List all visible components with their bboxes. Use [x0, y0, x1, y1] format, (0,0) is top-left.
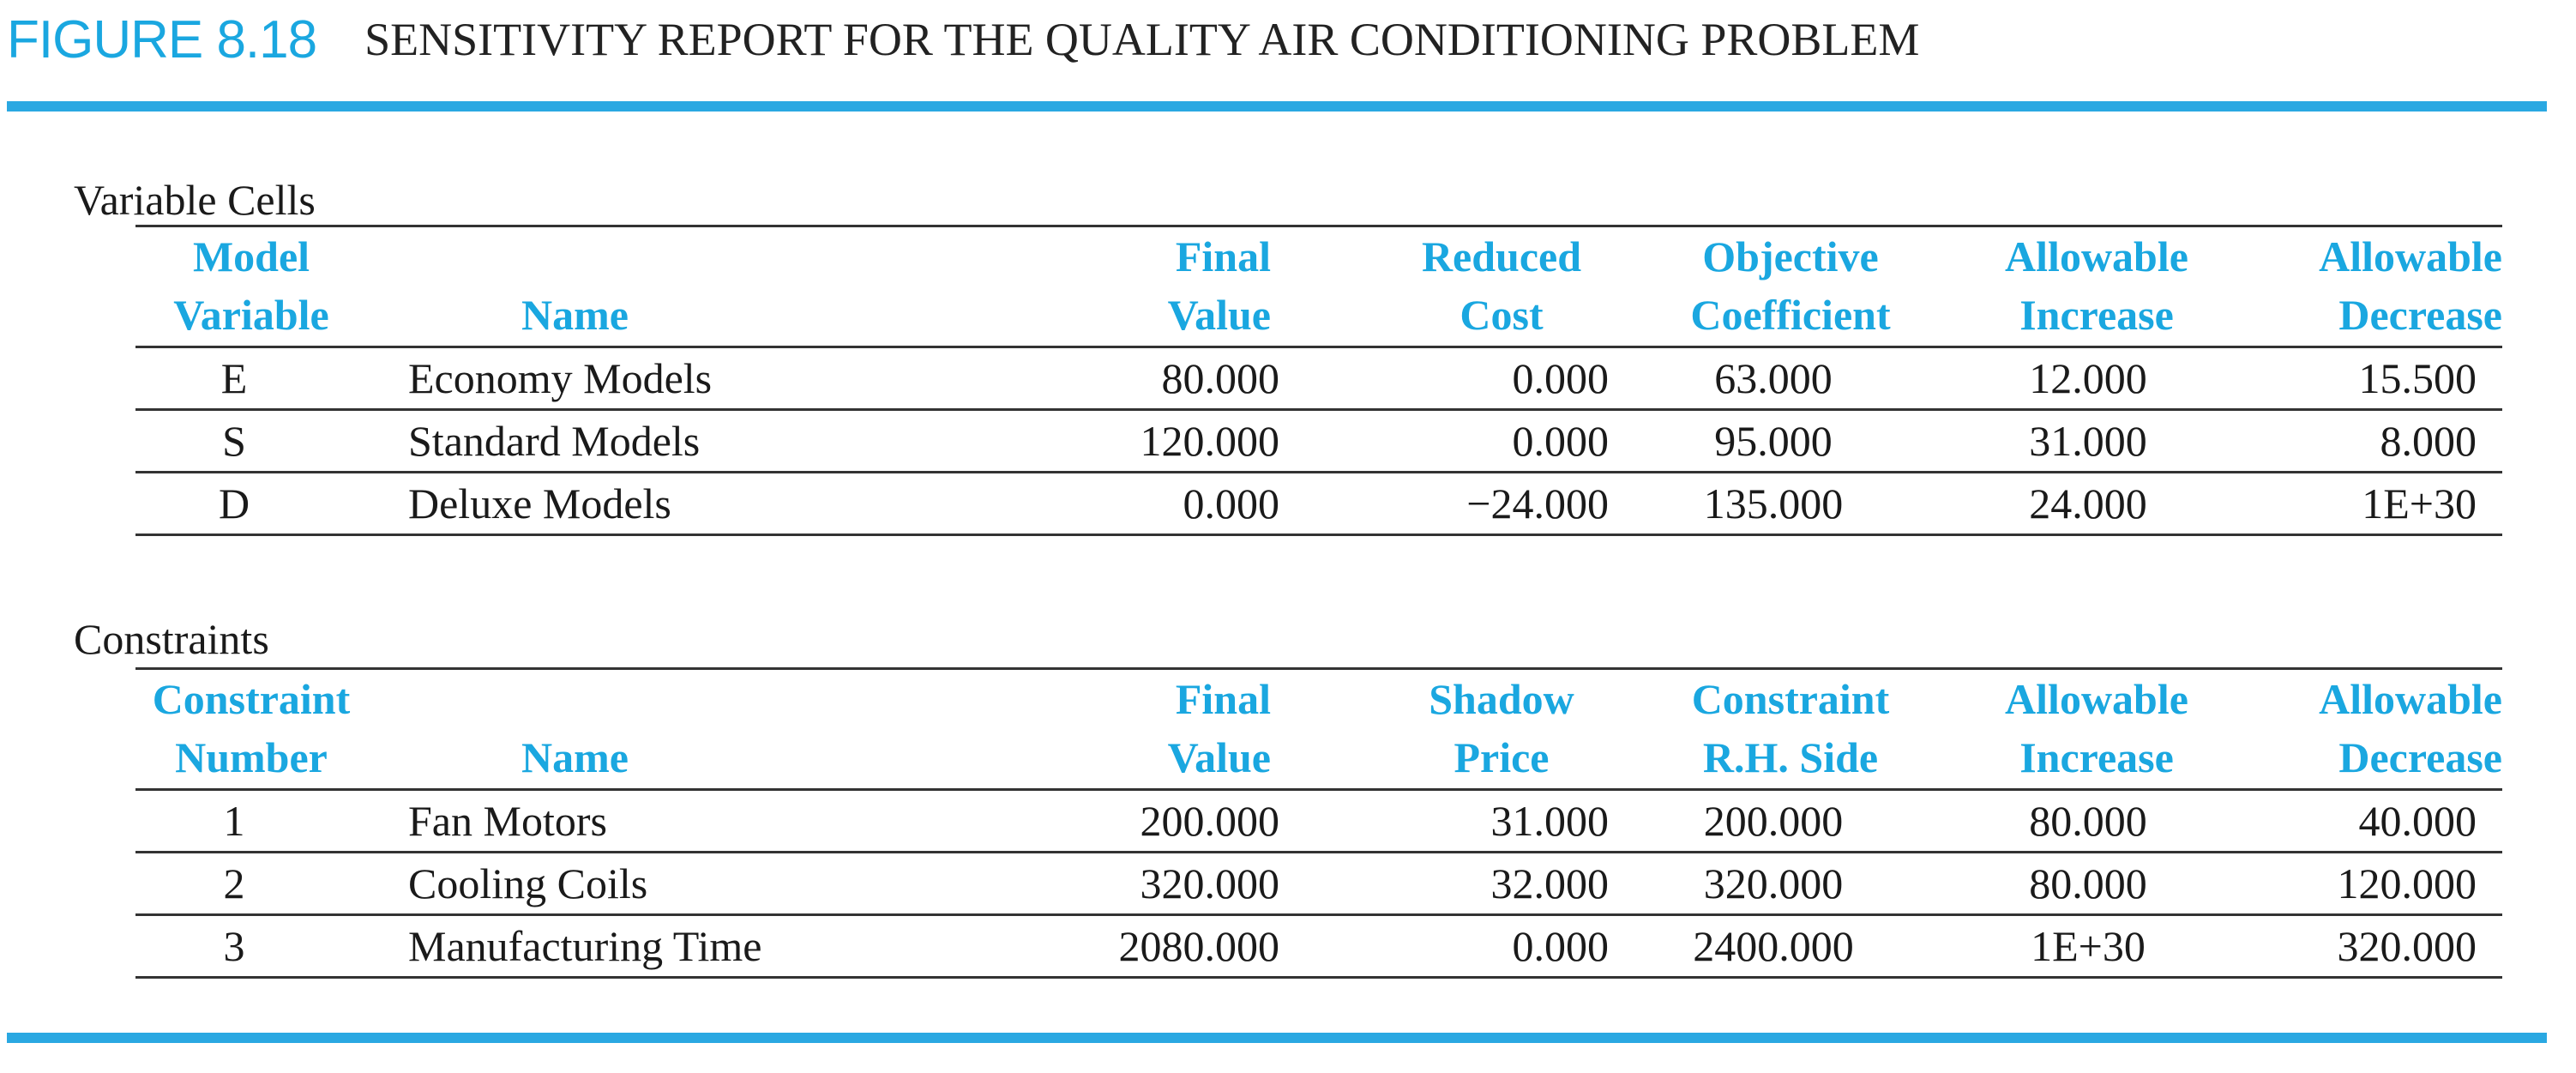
allowable-increase-cell: 80.000	[2029, 859, 2147, 907]
header-cell: Decrease	[2338, 733, 2502, 781]
header-cell: Shadow	[1429, 675, 1574, 723]
top-divider	[7, 101, 2547, 112]
objective-coefficient-cell: 95.000	[1714, 417, 1833, 465]
variable-cell: E	[220, 354, 248, 402]
header-cell: Allowable	[2319, 232, 2502, 280]
table-row	[135, 915, 2502, 978]
rh-side-cell: 320.000	[1703, 859, 1844, 907]
variable-cells-title: Variable Cells	[74, 176, 316, 224]
shadow-price-cell: 31.000	[1490, 797, 1609, 845]
allowable-decrease-cell: 320.000	[2337, 922, 2477, 970]
objective-coefficient-cell: 63.000	[1714, 354, 1833, 402]
reduced-cost-cell: 0.000	[1512, 354, 1609, 402]
name-cell: Deluxe Models	[408, 479, 671, 527]
allowable-increase-cell: 12.000	[2029, 354, 2147, 402]
table-row	[135, 853, 2502, 915]
header-cell: Cost	[1460, 291, 1544, 339]
name-cell: Standard Models	[408, 417, 701, 465]
final-value-cell: 200.000	[1140, 797, 1279, 845]
header-cell: R.H. Side	[1702, 733, 1879, 781]
figure-label: FIGURE 8.18	[7, 9, 317, 69]
allowable-decrease-cell: 120.000	[2337, 859, 2477, 907]
header-cell: Constraint	[152, 675, 351, 723]
header-cell: Number	[175, 733, 328, 781]
header-cell: Value	[1167, 291, 1271, 339]
header-cell: Variable	[173, 291, 329, 339]
figure-title: SENSITIVITY REPORT FOR THE QUALITY AIR CONDITIONING PROBLEM	[364, 14, 1920, 65]
final-value-cell: 80.000	[1161, 354, 1279, 402]
constraint-number-cell: 2	[223, 859, 245, 907]
header-cell: Allowable	[2319, 675, 2502, 723]
allowable-increase-cell: 80.000	[2029, 797, 2147, 845]
allowable-increase-cell: 31.000	[2029, 417, 2147, 465]
header-cell: Decrease	[2338, 291, 2502, 339]
allowable-decrease-cell: 40.000	[2358, 797, 2477, 845]
final-value-cell: 0.000	[1183, 479, 1279, 527]
table-header-row	[135, 728, 2502, 790]
constraint-number-cell: 1	[223, 797, 245, 845]
allowable-increase-cell: 24.000	[2029, 479, 2147, 527]
header-cell: Allowable	[2005, 232, 2188, 280]
constraint-number-cell: 3	[223, 922, 245, 970]
header-cell: Allowable	[2005, 675, 2188, 723]
variable-cells-table	[135, 225, 2502, 536]
final-value-cell: 320.000	[1140, 859, 1279, 907]
table-header-row	[135, 286, 2502, 347]
header-cell	[367, 669, 995, 729]
variable-cell: D	[218, 479, 250, 527]
header-cell: Increase	[2019, 291, 2174, 339]
table-header-row	[135, 226, 2502, 286]
table-row	[135, 473, 2502, 535]
name-cell: Fan Motors	[408, 797, 607, 845]
table-row	[135, 790, 2502, 853]
shadow-price-cell: 32.000	[1490, 859, 1609, 907]
figure-header	[7, 5, 1919, 74]
header-cell: Final	[1175, 232, 1271, 280]
reduced-cost-cell: 0.000	[1512, 417, 1609, 465]
allowable-increase-cell: 1E+30	[2031, 922, 2146, 970]
header-cell: Increase	[2019, 733, 2174, 781]
table-row	[135, 410, 2502, 473]
allowable-decrease-cell: 8.000	[2380, 417, 2477, 465]
header-cell: Coefficient	[1690, 291, 1891, 339]
header-cell: Model	[192, 232, 310, 280]
allowable-decrease-cell: 1E+30	[2362, 479, 2477, 527]
header-cell: Final	[1175, 675, 1271, 723]
table-header-row	[135, 669, 2502, 729]
bottom-divider	[7, 1033, 2547, 1043]
header-cell: Value	[1167, 733, 1271, 781]
table-row	[135, 347, 2502, 410]
final-value-cell: 2080.000	[1118, 922, 1279, 970]
header-cell: Price	[1454, 733, 1550, 781]
name-cell: Economy Models	[408, 354, 713, 402]
name-cell: Manufacturing Time	[408, 922, 762, 970]
rh-side-cell: 2400.000	[1693, 922, 1854, 970]
name-cell: Cooling Coils	[408, 859, 648, 907]
header-cell: Name	[521, 291, 629, 339]
objective-coefficient-cell: 135.000	[1703, 479, 1844, 527]
reduced-cost-cell: −24.000	[1466, 479, 1609, 527]
header-cell: Reduced	[1421, 232, 1582, 280]
constraints-title: Constraints	[74, 615, 269, 663]
rh-side-cell: 200.000	[1703, 797, 1844, 845]
header-cell: Constraint	[1691, 675, 1890, 723]
header-cell: Name	[521, 733, 629, 781]
final-value-cell: 120.000	[1140, 417, 1279, 465]
shadow-price-cell: 0.000	[1512, 922, 1609, 970]
allowable-decrease-cell: 15.500	[2358, 354, 2477, 402]
header-cell: Objective	[1702, 232, 1879, 280]
constraints-table	[135, 667, 2502, 979]
variable-cell: S	[222, 417, 246, 465]
header-cell	[367, 226, 995, 286]
